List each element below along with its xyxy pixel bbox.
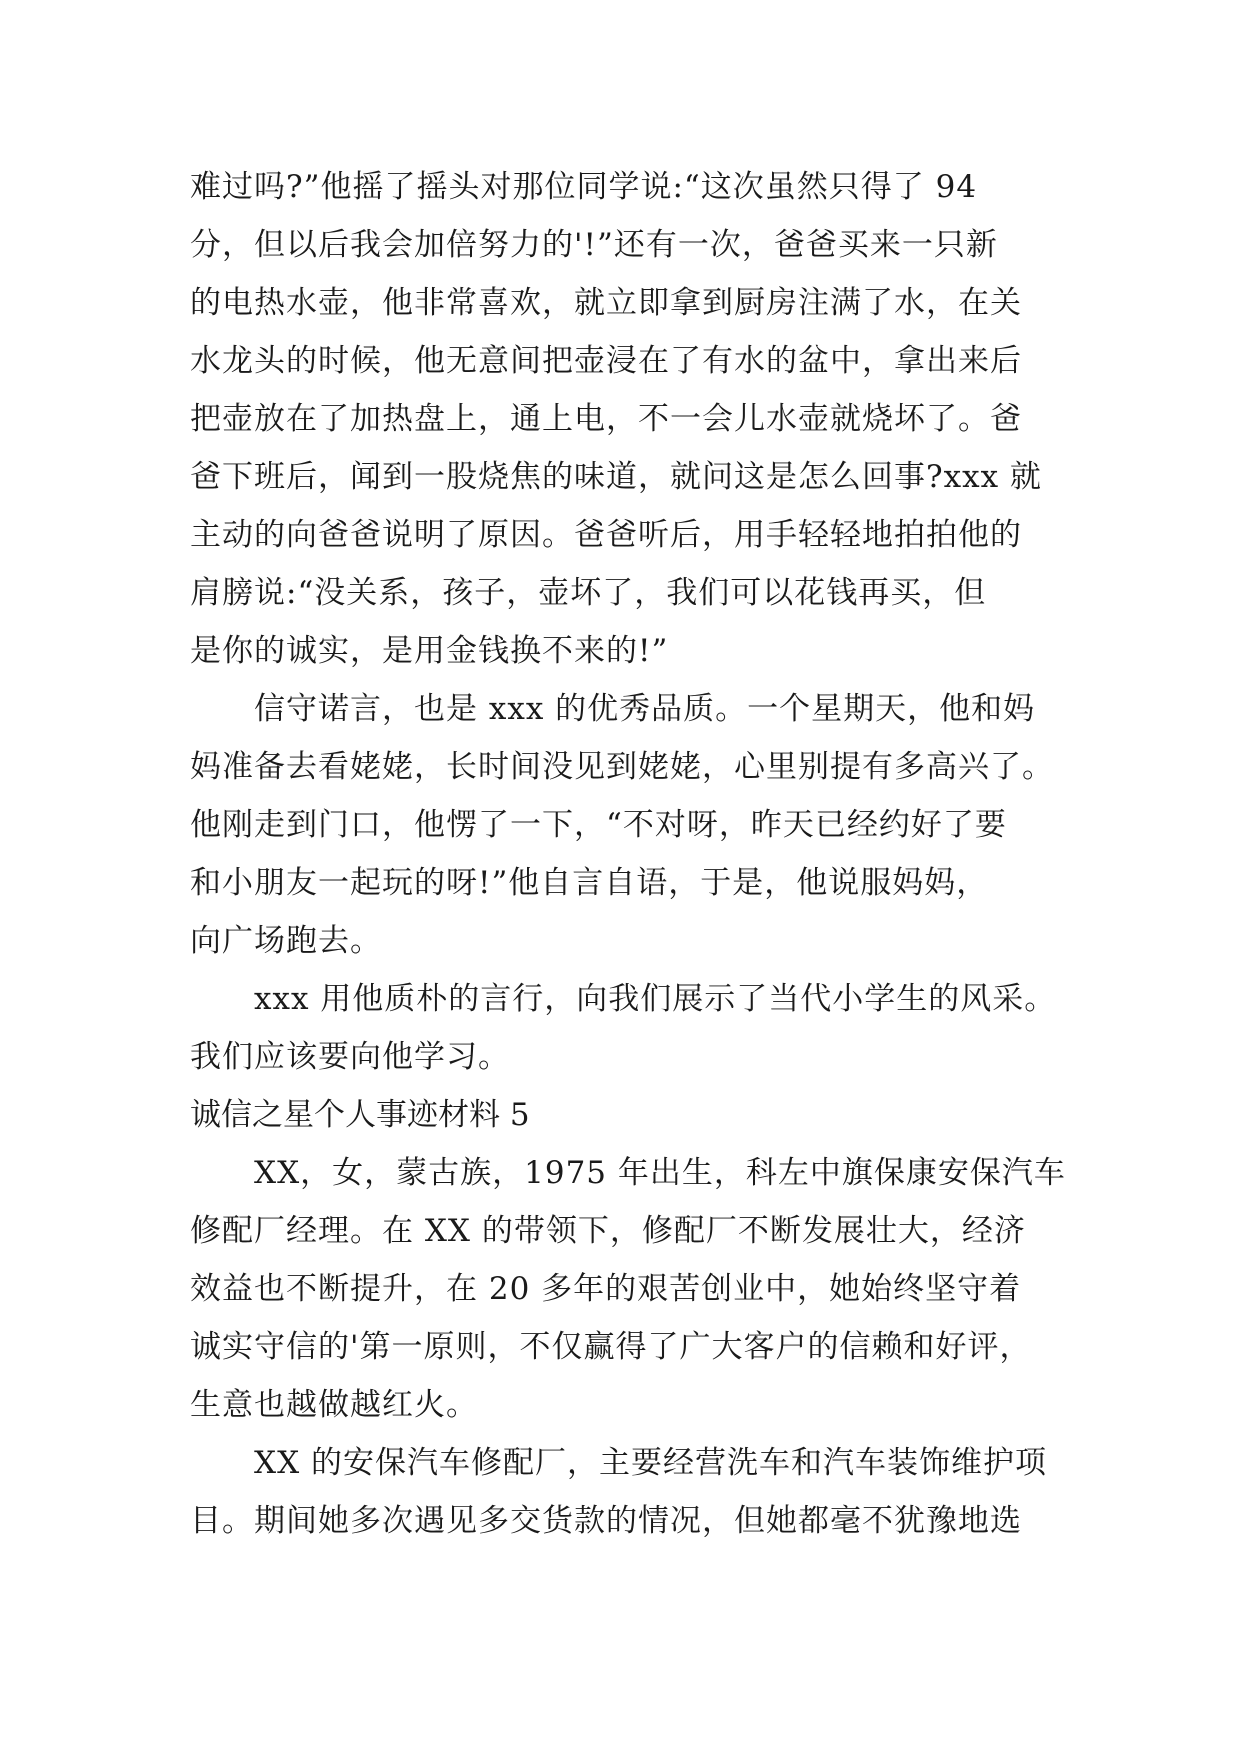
text-line: 主动的向爸爸说明了原因。爸爸听后，用手轻轻地拍拍他的 (190, 517, 1022, 553)
text-line: 分，但以后我会加倍努力的'!”还有一次，爸爸买来一只新 (190, 227, 998, 263)
paragraph-start-line: xxx 用他质朴的言行，向我们展示了当代小学生的风采。 (254, 981, 1057, 1017)
paragraph-start-line: 信守诺言，也是 xxx 的优秀品质。一个星期天，他和妈 (254, 691, 1036, 727)
section-heading: 诚信之星个人事迹材料 5 (190, 1097, 530, 1133)
text-line: 诚实守信的'第一原则，不仅赢得了广大客户的信赖和好评， (190, 1329, 1032, 1365)
text-line: 向广场跑去。 (190, 923, 382, 959)
text-line: 他刚走到门口，他愣了一下，“不对呀，昨天已经约好了要 (190, 807, 1007, 843)
text-line: 肩膀说:“没关系，孩子，壶坏了，我们可以花钱再买，但 (190, 575, 987, 611)
text-line: 生意也越做越红火。 (190, 1387, 478, 1423)
paragraph-start-line: XX 的安保汽车修配厂，主要经营洗车和汽车装饰维护项 (254, 1445, 1047, 1481)
text-line: 目。期间她多次遇见多交货款的情况，但她都毫不犹豫地选 (190, 1503, 1022, 1539)
text-line: 我们应该要向他学习。 (190, 1039, 510, 1075)
text-line: 是你的诚实，是用金钱换不来的!” (190, 633, 669, 669)
text-line: 和小朋友一起玩的呀!”他自言自语，于是，他说服妈妈， (190, 865, 989, 901)
text-line: 爸下班后，闻到一股烧焦的味道，就问这是怎么回事?xxx 就 (190, 459, 1042, 495)
text-line: 把壶放在了加热盘上，通上电，不一会儿水壶就烧坏了。爸 (190, 401, 1022, 437)
text-line: 的电热水壶，他非常喜欢，就立即拿到厨房注满了水，在关 (190, 285, 1022, 321)
text-line: 妈准备去看姥姥，长时间没见到姥姥，心里别提有多高兴了。 (190, 749, 1054, 785)
text-line: 水龙头的时候，他无意间把壶浸在了有水的盆中，拿出来后 (190, 343, 1022, 379)
text-line: 难过吗?”他摇了摇头对那位同学说:“这次虽然只得了 94 (190, 169, 978, 205)
paragraph-start-line: XX，女，蒙古族，1975 年出生，科左中旗保康安保汽车 (254, 1155, 1066, 1191)
text-line: 修配厂经理。在 XX 的带领下，修配厂不断发展壮大，经济 (190, 1213, 1026, 1249)
text-line: 效益也不断提升，在 20 多年的艰苦创业中，她始终坚守着 (190, 1271, 1022, 1307)
document-body (190, 158, 1070, 1550)
